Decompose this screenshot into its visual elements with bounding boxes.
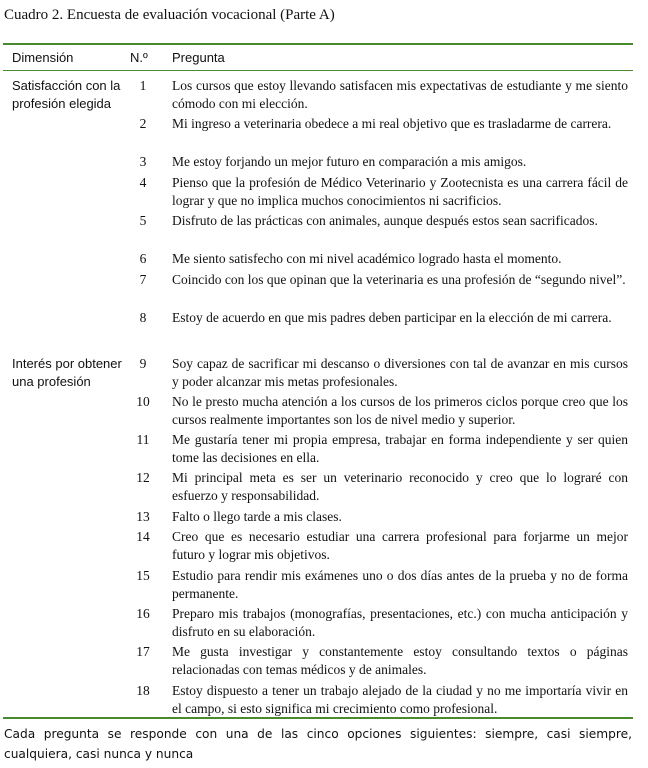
question-text: Estudio para rendir mis exámenes uno o dos días antes de la prueba y no de forma permanente.: [172, 568, 628, 601]
question-text: No le presto mucha atención a los cursos de los primeros ciclos porque creo que los cursos realmente importantes son los de nivel medio y superior.: [172, 394, 628, 427]
question-number: 15: [136, 568, 150, 583]
dimension-label: Satisfacción con la profesión elegida: [12, 78, 121, 111]
question-text: Preparo mis trabajos (monografías, presentaciones, etc.) con mucha anticipación y disfruto en su elaboración.: [172, 606, 628, 639]
question-number: 10: [136, 394, 150, 409]
header-dimension: Dimensión: [12, 50, 74, 65]
question-number: 2: [139, 116, 147, 131]
question-text: Me siento satisfecho con mi nivel académico logrado hasta el momento.: [172, 251, 562, 266]
question-number: 18: [136, 683, 150, 698]
table-footnote: Cada pregunta se responde con una de las cinco opciones siguientes: siempre, casi siempre, cualquiera, casi nunca y nunca: [4, 727, 632, 761]
table-top-rule: [3, 43, 633, 45]
question-text: Pienso que la profesión de Médico Veterinario y Zootecnista es una carrera fácil de lograr y que no implica muchos conocimientos ni sacrificios.: [172, 175, 628, 208]
table-caption: Cuadro 2. Encuesta de evaluación vocacional (Parte A): [4, 7, 335, 23]
question-number: 9: [139, 356, 147, 371]
dimension-label: Interés por obtener una profesión: [12, 356, 122, 389]
question-text: Estoy de acuerdo en que mis padres deben participar en la elección de mi carrera.: [172, 310, 612, 325]
question-number: 4: [139, 175, 147, 190]
header-question: Pregunta: [172, 50, 225, 65]
question-number: 12: [136, 470, 150, 485]
question-text: Estoy dispuesto a tener un trabajo alejado de la ciudad y no me importaría vivir en el campo, si esto significa mi crecimiento como profesional.: [172, 683, 628, 716]
table-header-rule: [3, 70, 633, 71]
question-text: Mi principal meta es ser un veterinario reconocido y creo que lo lograré con esfuerzo y responsabilidad.: [172, 470, 628, 503]
question-text: Me estoy forjando un mejor futuro en comparación a mis amigos.: [172, 154, 527, 169]
question-number: 13: [136, 509, 150, 524]
question-text: Me gusta investigar y constantemente estoy consultando textos o páginas relacionadas con temas médicos y de animales.: [172, 644, 628, 677]
question-number: 3: [139, 154, 147, 169]
question-text: Soy capaz de sacrificar mi descanso o diversiones con tal de avanzar en mis cursos y poder alcanzar mis metas profesionales.: [172, 356, 628, 389]
question-text: Falto o llego tarde a mis clases.: [172, 509, 342, 524]
question-text: Creo que es necesario estudiar una carrera profesional para forjarme un mejor futuro y lograr mis objetivos.: [172, 529, 628, 562]
question-text: Mi ingreso a veterinaria obedece a mi real objetivo que es trasladarme de carrera.: [172, 116, 612, 131]
question-text: Me gustaría tener mi propia empresa, trabajar en forma independiente y ser quien tome las decisiones en ella.: [172, 432, 628, 465]
header-number: N.º: [130, 50, 148, 65]
question-number: 7: [139, 272, 147, 287]
question-number: 6: [139, 251, 147, 266]
question-number: 8: [139, 310, 147, 325]
table-bottom-rule: [3, 717, 633, 719]
question-number: 17: [136, 644, 150, 659]
question-text: Disfruto de las prácticas con animales, aunque después estos sean sacrificados.: [172, 213, 598, 228]
question-number: 16: [136, 606, 150, 621]
question-number: 1: [139, 78, 147, 93]
question-number: 5: [139, 213, 147, 228]
question-number: 11: [136, 432, 150, 447]
question-text: Coincido con los que opinan que la veterinaria es una profesión de “segundo nivel”.: [172, 272, 626, 287]
question-number: 14: [136, 529, 150, 544]
question-text: Los cursos que estoy llevando satisfacen mis expectativas de estudiante y me siento cómodo con mi elección.: [172, 78, 628, 111]
